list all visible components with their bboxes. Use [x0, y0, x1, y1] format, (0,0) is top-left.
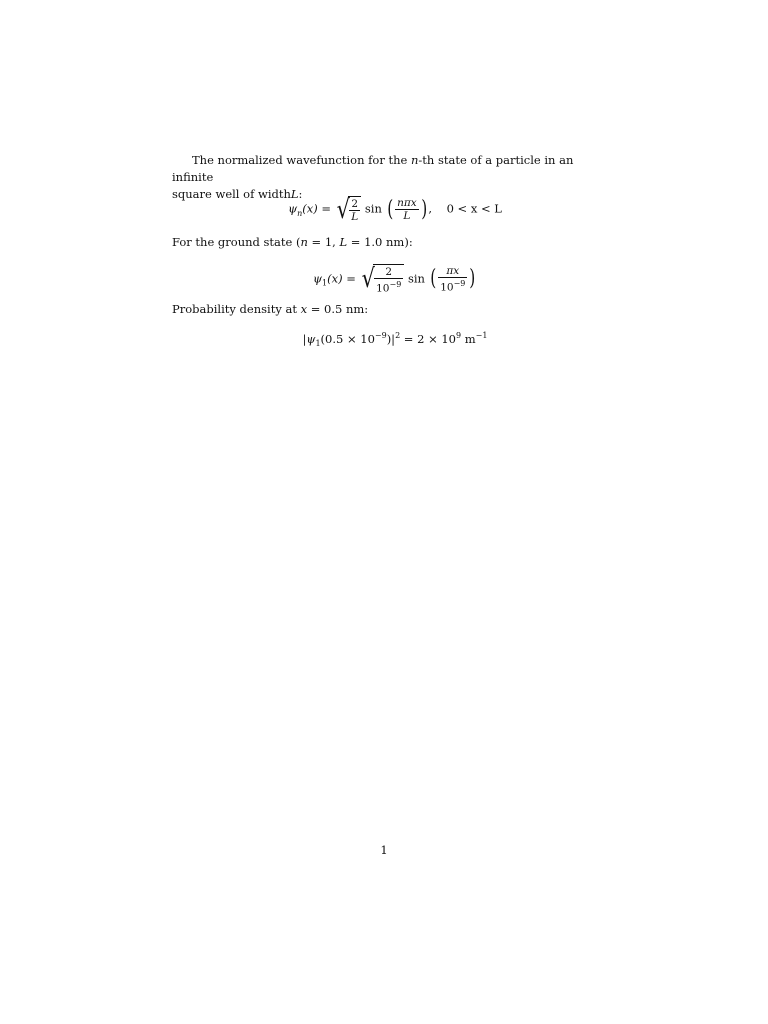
psi-symbol: ψ: [313, 271, 323, 286]
value-exponent: 9: [456, 331, 462, 340]
lhs-arg: (x) =: [302, 201, 331, 216]
sin-function: sin: [407, 271, 425, 286]
sin-function: sin: [364, 201, 382, 216]
unit-exponent: −1: [475, 331, 488, 340]
fraction-denominator: [438, 278, 467, 294]
sqrt-sign: √: [361, 264, 375, 295]
psi-subscript: 1: [315, 339, 321, 349]
sqrt-fraction: [374, 266, 403, 295]
den-base: 10: [440, 281, 454, 294]
domain-condition: , 0 < x < L: [428, 201, 502, 216]
ground-text: = 1.0 nm):: [347, 235, 413, 249]
var-n: n: [410, 153, 419, 167]
abs-bar: |: [302, 331, 307, 346]
arg-exponent: −9: [374, 331, 387, 340]
arg-close: )|: [386, 331, 396, 346]
left-paren: (: [429, 266, 436, 292]
sqrt-expression: [335, 196, 362, 223]
fraction-numerator: 2: [349, 198, 360, 211]
psi-subscript: n: [297, 208, 303, 218]
square-exponent: 2: [395, 331, 401, 340]
right-paren: ): [469, 266, 476, 292]
sqrt-expression: [360, 264, 405, 295]
psi-subscript: 1: [322, 278, 328, 288]
density-line: [172, 301, 618, 318]
ground-text: = 1,: [307, 235, 340, 249]
var-L: L: [290, 187, 299, 201]
unit: m: [461, 331, 476, 346]
fraction-denominator: L: [403, 210, 411, 222]
fraction-denominator: [374, 279, 403, 295]
left-paren: (: [386, 196, 393, 222]
den-exponent: −9: [453, 279, 466, 288]
fraction-numerator: πx: [438, 265, 467, 278]
intro-text: -th state of a particle in an infinite: [172, 153, 574, 184]
den-base: 10: [376, 282, 390, 295]
density-text: Probability density at: [172, 302, 301, 316]
density-text: = 0.5 nm:: [307, 302, 369, 316]
var-x: x: [300, 302, 308, 316]
right-paren: ): [421, 196, 428, 222]
equation-ground-state: [172, 264, 618, 295]
ground-text: For the ground state (: [172, 235, 301, 249]
equation-wavefunction: [172, 196, 618, 223]
sqrt-sign: √: [336, 194, 350, 225]
equals-value: = 2 × 10: [400, 331, 456, 346]
lhs-arg: (x) =: [327, 271, 356, 286]
fraction-denominator: L: [351, 211, 359, 223]
psi-symbol: ψ: [306, 331, 316, 346]
sqrt-fraction: [349, 198, 360, 223]
fraction-numerator: nπx: [397, 197, 417, 209]
psi-symbol: ψ: [288, 201, 298, 216]
sin-argument-fraction: [438, 265, 467, 294]
ground-state-line: [172, 234, 618, 251]
arg-open: (0.5 × 10: [320, 331, 375, 346]
sin-argument-fraction: [395, 197, 419, 222]
intro-text: square well of width: [172, 187, 291, 201]
page-number: 1: [380, 843, 388, 857]
den-exponent: −9: [389, 280, 402, 289]
intro-text: The normalized wavefunction for the: [192, 153, 411, 167]
intro-text: :: [298, 187, 303, 201]
fraction-numerator: 2: [374, 266, 403, 279]
var-L: L: [339, 235, 348, 249]
equation-density: [172, 328, 618, 352]
var-n: n: [300, 235, 308, 249]
